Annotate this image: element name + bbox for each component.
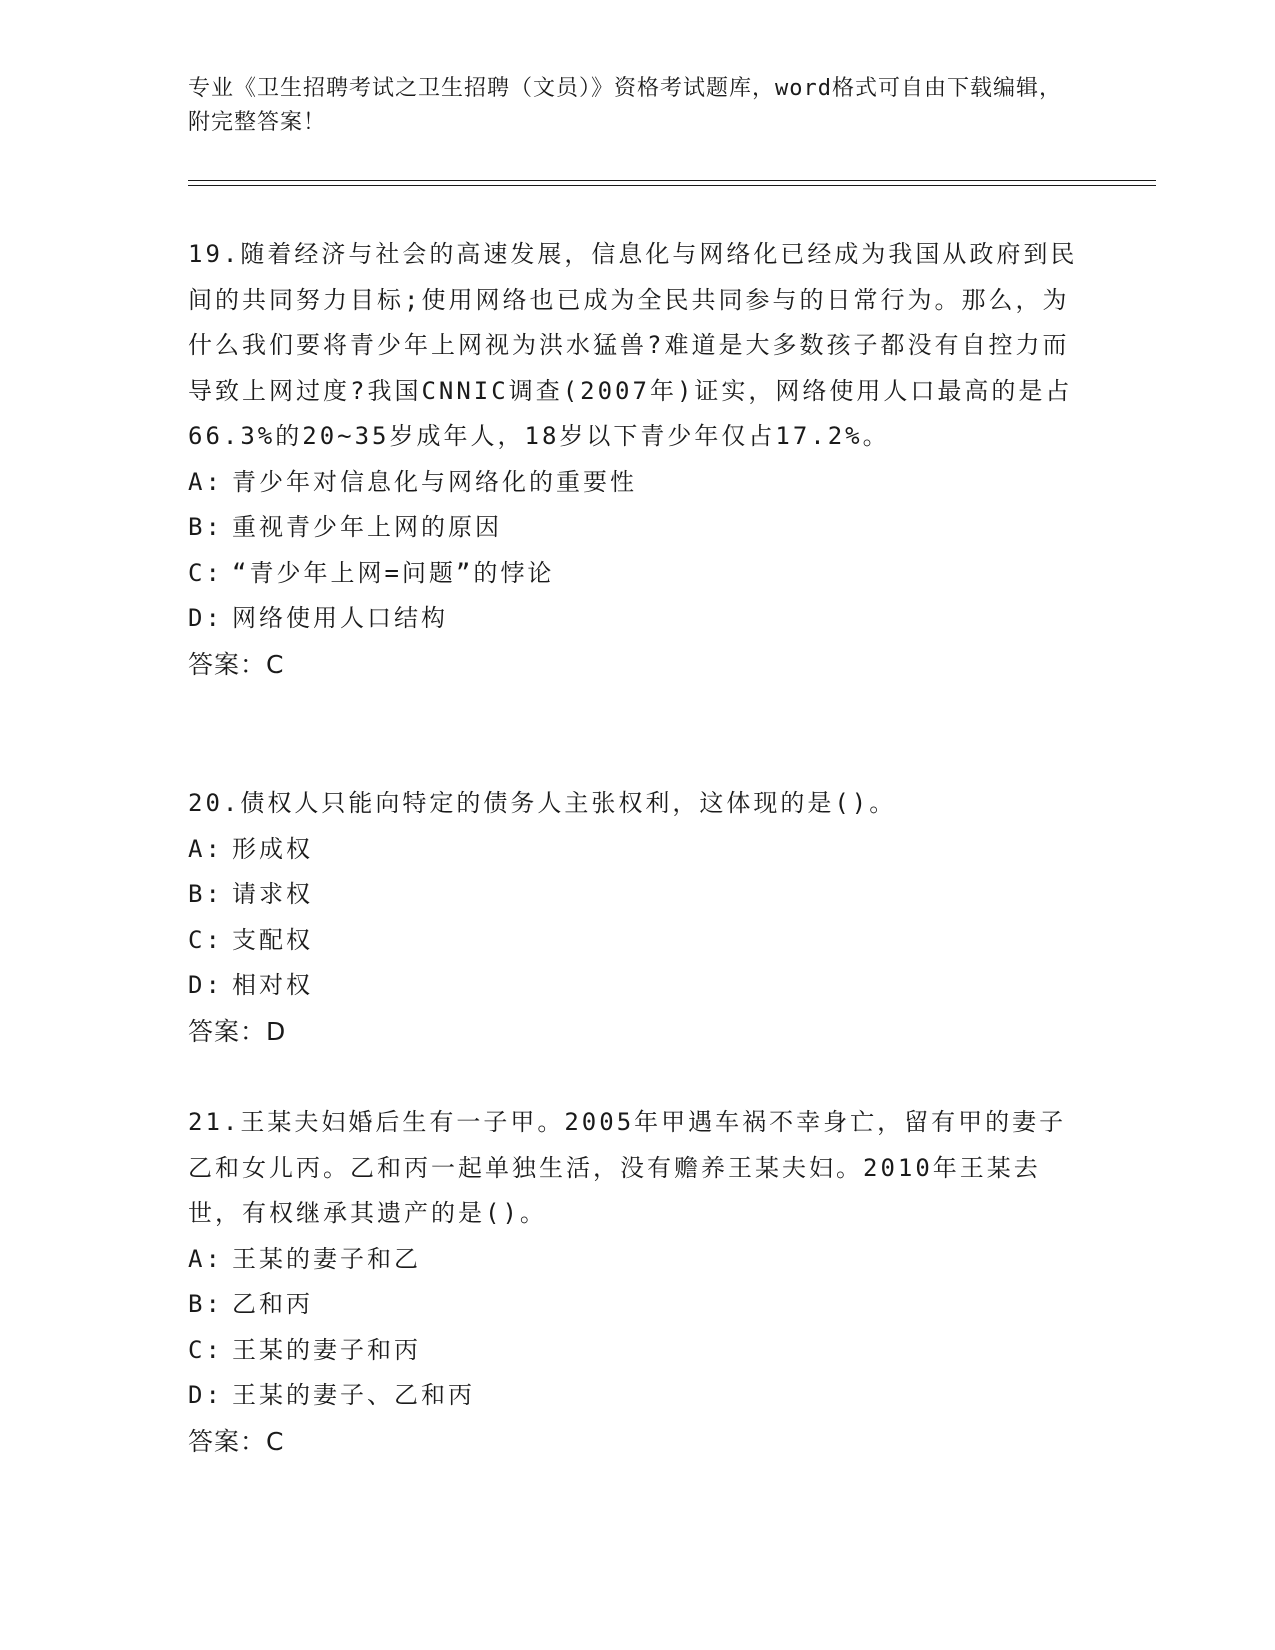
option-key: B: bbox=[188, 880, 223, 908]
answer-line: 答案：C bbox=[188, 649, 285, 679]
option-text: 乙和丙 bbox=[232, 1290, 313, 1318]
option-a bbox=[188, 1237, 1088, 1283]
option-text: 网络使用人口结构 bbox=[232, 604, 448, 632]
answer-line: 答案：C bbox=[188, 1426, 285, 1456]
option-key: B: bbox=[188, 513, 223, 541]
option-text: 青少年对信息化与网络化的重要性 bbox=[232, 467, 637, 496]
option-key: A: bbox=[188, 467, 223, 496]
question-stem: 20.债权人只能向特定的债务人主张权利，这体现的是()。 bbox=[188, 789, 897, 817]
option-c bbox=[188, 918, 1088, 964]
question-20 bbox=[188, 781, 1088, 1054]
option-key: D: bbox=[188, 604, 223, 632]
option-text: 相对权 bbox=[232, 971, 313, 999]
option-key: C: bbox=[188, 558, 223, 587]
option-key: C: bbox=[188, 1335, 223, 1364]
option-d bbox=[188, 963, 1088, 1009]
option-text: 王某的妻子、乙和丙 bbox=[232, 1381, 475, 1409]
option-d bbox=[188, 596, 1088, 642]
header-divider-top bbox=[188, 180, 1156, 181]
option-c bbox=[188, 1328, 1088, 1374]
option-key: D: bbox=[188, 971, 223, 999]
option-key: A: bbox=[188, 834, 223, 863]
option-text: 王某的妻子和乙 bbox=[232, 1244, 421, 1273]
question-stem: 19.随着经济与社会的高速发展，信息化与网络化已经成为我国从政府到民间的共同努力目标;使用网络也已成为全民共同参与的日常行为。那么，为什么我们要将青少年上网视为洪水猛兽?难道是大多数孩子都没有自控力而导致上网过度?我国CNNIC调查(2007年)证实，网络使用人口最高的是占66.3%的20~35岁成年人，18岁以下青少年仅占17.2%。 bbox=[188, 240, 1078, 450]
option-text: “青少年上网=问题”的悖论 bbox=[232, 558, 555, 587]
option-text: 支配权 bbox=[232, 925, 313, 954]
option-text: 请求权 bbox=[232, 880, 313, 908]
option-b bbox=[188, 872, 1088, 918]
answer-line: 答案：D bbox=[188, 1016, 287, 1046]
header-divider-bottom bbox=[188, 185, 1156, 186]
option-key: D: bbox=[188, 1381, 223, 1409]
question-stem: 21.王某夫妇婚后生有一子甲。2005年甲遇车祸不幸身亡，留有甲的妻子乙和女儿丙。乙和丙一起单独生活，没有赡养王某夫妇。2010年王某去世，有权继承其遗产的是()。 bbox=[188, 1108, 1067, 1227]
option-b bbox=[188, 1282, 1088, 1328]
option-key: B: bbox=[188, 1290, 223, 1318]
question-21 bbox=[188, 1100, 1088, 1464]
question-19 bbox=[188, 232, 1088, 687]
option-a bbox=[188, 460, 1088, 506]
option-b bbox=[188, 505, 1088, 551]
option-text: 重视青少年上网的原因 bbox=[232, 513, 502, 541]
option-text: 形成权 bbox=[232, 834, 313, 863]
option-key: A: bbox=[188, 1244, 223, 1273]
option-d bbox=[188, 1373, 1088, 1419]
option-text: 王某的妻子和丙 bbox=[232, 1335, 421, 1364]
document-header: 专业《卫生招聘考试之卫生招聘（文员）》资格考试题库，word格式可自由下载编辑，附完整答案！ bbox=[188, 76, 1062, 135]
option-a bbox=[188, 827, 1088, 873]
option-c bbox=[188, 551, 1088, 597]
option-key: C: bbox=[188, 925, 223, 954]
